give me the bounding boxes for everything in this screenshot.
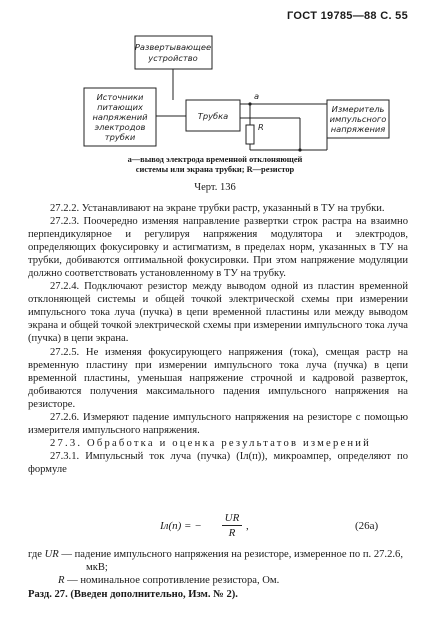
- paragraph-27-2-3: 27.2.3. Поочередно изменяя направление развертки строк растра на взаимно перпендикулярное и регулируя напряжения модулятора и электродов, определяющих фокусировку и астигматизм, в пределах норм, указанных в ТУ на трубки, добиваются оптимальной фокусировки. При этом напряжение модуляции должно соответствовать установленному в ТУ на трубку.: [28, 216, 408, 280]
- resistor-label: R: [258, 122, 264, 132]
- paragraph-27-2-4: 27.2.4. Подключают резистор между выводом одной из пластин временной отклоняющей системы и общей точкой электрической схемы при измерении импульсного тока луча (пучка) в цепи временной пластины или между выводом экрана и общей точкой электрической схемы при измерении импульсного тока луча (пучка) в цепи экрана.: [28, 281, 408, 345]
- def-lead: где: [28, 549, 42, 560]
- formula-number: (26а): [355, 520, 379, 532]
- figure-caption-line2: системы или экрана трубки; R—резистор: [135, 165, 295, 174]
- formula-fraction: [222, 512, 242, 539]
- svg-text:Измеритель: Измеритель: [331, 104, 385, 114]
- page-header: ГОСТ 19785—88 С. 55: [287, 10, 408, 22]
- sweep-label-1: Развертывающее: [134, 42, 212, 52]
- def-text-r: — номинальное сопротивление резистора, Ом.: [67, 575, 280, 586]
- svg-text:Трубка: Трубка: [197, 111, 229, 121]
- sweep-label-2: устройство: [148, 53, 198, 63]
- svg-text:импульсного: импульсного: [329, 114, 387, 124]
- svg-text:трубки: трубки: [104, 132, 136, 142]
- formula-numerator: UR: [224, 512, 240, 524]
- paragraph-27-2-5: 27.2.5. Не изменяя фокусирующего напряжения (тока), смещая растр на временную пластину при измерении импульсного тока луча (пучка) в цепи временной пластины, уменьшая напряжение строчной и кадровой разверток, добиваются получения максимального падения импульсного напряжения на резисторе.: [28, 346, 408, 410]
- formula-denominator: R: [228, 527, 236, 539]
- svg-text:напряжений: напряжений: [92, 112, 148, 122]
- definitions: [28, 548, 408, 601]
- node-a-label: a: [254, 91, 260, 101]
- paragraph-27-2-2: 27.2.2. Устанавливают на экране трубки растр, указанный в ТУ на трубки.: [50, 203, 385, 214]
- resistor-symbol: [246, 125, 254, 144]
- body-text: [28, 202, 408, 476]
- formula-26a: [0, 511, 430, 541]
- svg-text:электродов: электродов: [94, 122, 146, 132]
- circuit-diagram: [0, 0, 430, 170]
- formula-comma: ,: [246, 520, 249, 532]
- paragraph-27-3-1: 27.3.1. Импульсный ток луча (пучка) (Iл(п)), микроампер, определяют по формуле: [28, 450, 408, 475]
- figure-caption-line1: a—вывод электрода временной отклоняющей: [127, 155, 303, 164]
- svg-text:питающих: питающих: [97, 102, 143, 112]
- formula-lhs: Iл(п) = −: [160, 520, 202, 532]
- paragraph-27-2-6: 27.2.6. Измеряют падение импульсного напряжения на резисторе с помощью измерителя импульсного напряжения.: [28, 411, 408, 436]
- def-text-ur: — падение импульсного напряжения на резисторе, измеренное по п. 27.2.6, мкВ;: [61, 549, 403, 573]
- amendment-note: Разд. 27. (Введен дополнительно, Изм. № 2).: [28, 589, 238, 600]
- svg-text:напряжения: напряжения: [330, 124, 386, 134]
- def-symbol-ur: UR: [44, 549, 59, 560]
- figure-label: Черт. 136: [194, 182, 236, 193]
- svg-text:Источники: Источники: [96, 92, 144, 102]
- def-symbol-r: R: [58, 575, 65, 586]
- section-heading-27-3: 27.3. Обработка и оценка результатов измерений: [50, 437, 371, 449]
